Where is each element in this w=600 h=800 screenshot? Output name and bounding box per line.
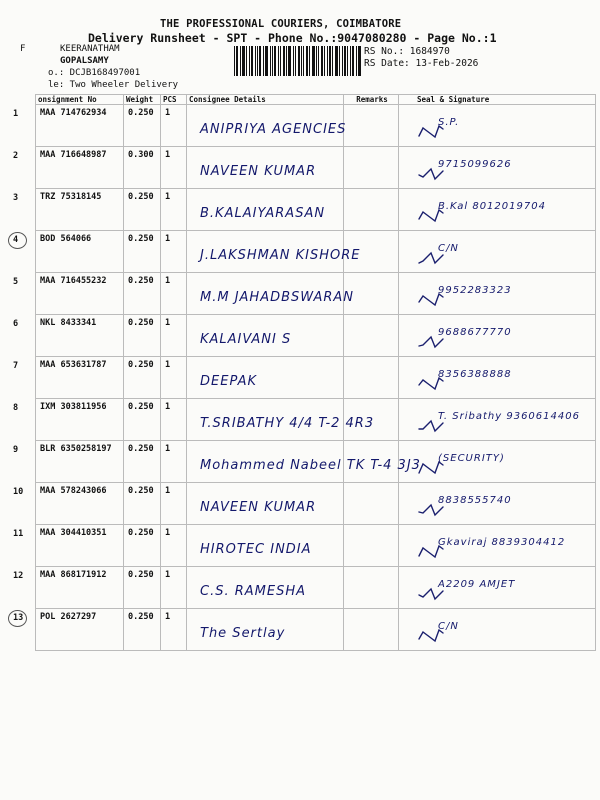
handwritten-signature: 8356388888 (438, 369, 512, 380)
handwritten-consignee: HIROTEC INDIA (200, 542, 312, 557)
weight-text: 0.250 (128, 276, 154, 286)
remarks-cell (344, 483, 399, 525)
pcs-cell (161, 567, 187, 609)
weight-text: 0.300 (128, 150, 154, 160)
consignment-no-cell (36, 189, 124, 231)
pcs-text: 1 (165, 444, 171, 454)
handwritten-signature: (SECURITY) (438, 453, 505, 464)
consignment-no-text: MAA 714762934 (40, 108, 107, 118)
handwritten-consignee: NAVEEN KUMAR (200, 500, 317, 515)
barcode-bar (272, 46, 273, 76)
barcode-bar (324, 46, 325, 76)
pcs-cell (161, 609, 187, 651)
handwritten-signature: 9952283323 (438, 285, 512, 296)
consignment-no-text: MAA 716455232 (40, 276, 107, 286)
signature-scribble (415, 199, 565, 229)
consignment-no-cell (36, 567, 124, 609)
runsheet-subtitle: Delivery Runsheet - SPT - Phone No.:9047080280 - Page No.:1 (88, 31, 497, 45)
serial-number: 9 (13, 445, 19, 455)
table-header-row (36, 95, 596, 105)
pcs-text: 1 (165, 402, 171, 412)
pcs-cell (161, 273, 187, 315)
barcode-bar (246, 46, 247, 76)
weight-cell (124, 105, 161, 147)
consignment-no-text: MAA 304410351 (40, 528, 107, 538)
pcs-cell (161, 399, 187, 441)
signature-scribble (415, 325, 565, 355)
handwritten-signature: B.Kal 8012019704 (438, 201, 546, 212)
pcs-cell (161, 315, 187, 357)
barcode-bar (257, 46, 258, 76)
col-remarks: Remarks (344, 95, 399, 105)
remarks-cell (344, 105, 399, 147)
handwritten-consignee: Mohammed Nabeel TK T-4 3J3 (200, 458, 421, 473)
barcode-bar (274, 46, 276, 76)
rs-date: RS Date: 13-Feb-2026 (364, 58, 479, 69)
weight-cell (124, 609, 161, 651)
pcs-cell (161, 189, 187, 231)
weight-cell (124, 525, 161, 567)
handwritten-signature: 9688677770 (438, 327, 512, 338)
weight-cell (124, 567, 161, 609)
weight-text: 0.250 (128, 234, 154, 244)
consignment-no-text: POL 2627297 (40, 612, 97, 622)
weight-cell (124, 189, 161, 231)
barcode-bar (298, 46, 300, 76)
col-seal-signature: Seal & Signature (399, 95, 596, 105)
serial-number: 6 (13, 319, 19, 329)
meta-line-4: o.: DCJB168497001 (48, 68, 141, 78)
meta-line-3: GOPALSAMY (60, 56, 109, 66)
pcs-text: 1 (165, 612, 171, 622)
handwritten-consignee: J.LAKSHMAN KISHORE (200, 248, 361, 263)
pcs-text: 1 (165, 108, 171, 118)
pcs-cell (161, 147, 187, 189)
barcode-bar (301, 46, 302, 76)
serial-circle-mark (8, 232, 27, 249)
weight-text: 0.250 (128, 402, 154, 412)
remarks-cell (344, 315, 399, 357)
consignment-no-cell (36, 525, 124, 567)
barcode-bar (286, 46, 287, 76)
pcs-text: 1 (165, 318, 171, 328)
handwritten-consignee: M.M JAHADBSWARAN (200, 290, 355, 305)
col-consignee: Consignee Details (187, 95, 344, 105)
serial-circle-mark (8, 610, 27, 627)
pcs-cell (161, 441, 187, 483)
serial-number: 7 (13, 361, 19, 371)
signature-scribble (415, 493, 565, 523)
handwritten-signature: A2209 AMJET (438, 579, 516, 590)
col-weight: Weight (124, 95, 161, 105)
barcode-bar (327, 46, 328, 76)
barcode-bar (288, 46, 291, 76)
signature-scribble (415, 115, 565, 145)
barcode-bar (356, 46, 357, 76)
weight-text: 0.250 (128, 528, 154, 538)
consignment-no-cell (36, 483, 124, 525)
pcs-cell (161, 483, 187, 525)
weight-text: 0.250 (128, 486, 154, 496)
barcode-bar (293, 46, 294, 76)
barcode-bar (344, 46, 346, 76)
barcode-bar (358, 46, 361, 76)
col-pcs: PCS (161, 95, 187, 105)
handwritten-consignee: KALAIVANI S (200, 332, 292, 347)
consignment-no-cell (36, 441, 124, 483)
serial-number: 13 (13, 613, 24, 623)
pcs-text: 1 (165, 150, 171, 160)
remarks-cell (344, 609, 399, 651)
weight-cell (124, 273, 161, 315)
barcode-bar (295, 46, 296, 76)
handwritten-consignee: DEEPAK (200, 374, 258, 389)
signature-scribble (415, 451, 565, 481)
pcs-text: 1 (165, 234, 171, 244)
barcode-bar (316, 46, 317, 76)
barcode-bar (259, 46, 261, 76)
consignment-no-text: BOD 564066 (40, 234, 92, 244)
weight-cell (124, 147, 161, 189)
handwritten-consignee: C.S. RAMESHA (200, 584, 307, 599)
consignment-no-cell (36, 357, 124, 399)
barcode-bar (265, 46, 268, 76)
barcode-bar (240, 46, 241, 76)
barcode-bar (352, 46, 354, 76)
pcs-cell (161, 105, 187, 147)
barcode-bar (347, 46, 348, 76)
serial-number: 11 (13, 529, 24, 539)
consignment-no-cell (36, 315, 124, 357)
remarks-cell (344, 525, 399, 567)
pcs-text: 1 (165, 528, 171, 538)
consignment-no-cell (36, 147, 124, 189)
meta-line-2: KEERANATHAM (60, 44, 120, 54)
handwritten-signature: T. Sribathy 9360614406 (438, 411, 580, 422)
weight-cell (124, 315, 161, 357)
consignment-no-cell (36, 609, 124, 651)
signature-scribble (415, 367, 565, 397)
signature-scribble (415, 241, 565, 271)
pcs-cell (161, 357, 187, 399)
signature-scribble (415, 157, 565, 187)
handwritten-consignee: ANIPRIYA AGENCIES (200, 122, 347, 137)
barcode-bar (342, 46, 343, 76)
weight-cell (124, 399, 161, 441)
consignment-no-text: MAA 578243066 (40, 486, 107, 496)
consignment-no-cell (36, 105, 124, 147)
consignment-no-cell (36, 399, 124, 441)
handwritten-signature: 9715099626 (438, 159, 512, 170)
barcode-bar (263, 46, 264, 76)
barcode-bar (306, 46, 308, 76)
signature-scribble (415, 577, 565, 607)
barcode-bar (318, 46, 319, 76)
handwritten-signature: C/N (438, 621, 459, 632)
handwritten-consignee: B.KALAIYARASAN (200, 206, 326, 221)
signature-scribble (415, 409, 565, 439)
weight-text: 0.250 (128, 570, 154, 580)
handwritten-signature: Gkaviraj 8839304412 (438, 537, 566, 548)
weight-cell (124, 483, 161, 525)
barcode-bar (255, 46, 256, 76)
barcode-bar (335, 46, 338, 76)
remarks-cell (344, 567, 399, 609)
weight-cell (124, 357, 161, 399)
consignment-no-text: MAA 716648987 (40, 150, 107, 160)
weight-text: 0.250 (128, 444, 154, 454)
barcode-bar (303, 46, 304, 76)
pcs-text: 1 (165, 276, 171, 286)
pcs-text: 1 (165, 570, 171, 580)
handwritten-signature: S.P. (438, 117, 460, 128)
weight-cell (124, 231, 161, 273)
handwritten-consignee: The Sertlay (200, 626, 286, 641)
barcode-bar (329, 46, 331, 76)
signature-scribble (415, 619, 565, 649)
remarks-cell (344, 189, 399, 231)
serial-number: 1 (13, 109, 19, 119)
pcs-cell (161, 231, 187, 273)
barcode-bar (283, 46, 285, 76)
barcode-bar (251, 46, 253, 76)
barcode-bar (236, 46, 238, 76)
barcode-bar (339, 46, 340, 76)
barcode-bar (234, 46, 235, 76)
consignment-no-cell (36, 273, 124, 315)
weight-text: 0.250 (128, 360, 154, 370)
remarks-cell (344, 357, 399, 399)
serial-number: 12 (13, 571, 24, 581)
barcode-bar (332, 46, 333, 76)
handwritten-consignee: NAVEEN KUMAR (200, 164, 317, 179)
barcode-bar (270, 46, 271, 76)
consignment-no-text: TRZ 75318145 (40, 192, 102, 202)
handwritten-signature: 8838555740 (438, 495, 512, 506)
pcs-text: 1 (165, 192, 171, 202)
company-title: THE PROFESSIONAL COURIERS, COIMBATORE (160, 18, 402, 30)
consignment-no-text: BLR 6350258197 (40, 444, 112, 454)
barcode-bar (280, 46, 281, 76)
serial-number: 2 (13, 151, 19, 161)
consignment-no-cell (36, 231, 124, 273)
barcode (233, 46, 362, 76)
barcode-bar (312, 46, 315, 76)
consignment-no-text: MAA 653631787 (40, 360, 107, 370)
pcs-text: 1 (165, 360, 171, 370)
col-consignment-no: onsignment No (36, 95, 124, 105)
barcode-bar (249, 46, 250, 76)
handwritten-signature: C/N (438, 243, 459, 254)
barcode-bar (321, 46, 323, 76)
weight-cell (124, 441, 161, 483)
serial-number: 5 (13, 277, 19, 287)
signature-scribble (415, 283, 565, 313)
serial-number: 8 (13, 403, 19, 413)
pcs-cell (161, 525, 187, 567)
barcode-bar (242, 46, 245, 76)
rs-number: RS No.: 1684970 (364, 46, 450, 57)
consignment-no-text: IXM 303811956 (40, 402, 107, 412)
handwritten-consignee: T.SRIBATHY 4/4 T-2 4R3 (200, 416, 375, 431)
weight-text: 0.250 (128, 192, 154, 202)
meta-line-5: le: Two Wheeler Delivery (48, 80, 179, 90)
consignment-no-text: NKL 8433341 (40, 318, 97, 328)
weight-text: 0.250 (128, 612, 154, 622)
meta-line-1: F (20, 44, 26, 54)
serial-number: 4 (13, 235, 19, 245)
pcs-text: 1 (165, 486, 171, 496)
weight-text: 0.250 (128, 318, 154, 328)
serial-number: 10 (13, 487, 24, 497)
serial-number: 3 (13, 193, 19, 203)
barcode-bar (309, 46, 310, 76)
weight-text: 0.250 (128, 108, 154, 118)
remarks-cell (344, 147, 399, 189)
barcode-bar (350, 46, 351, 76)
barcode-bar (278, 46, 279, 76)
signature-scribble (415, 535, 565, 565)
consignment-no-text: MAA 868171912 (40, 570, 107, 580)
